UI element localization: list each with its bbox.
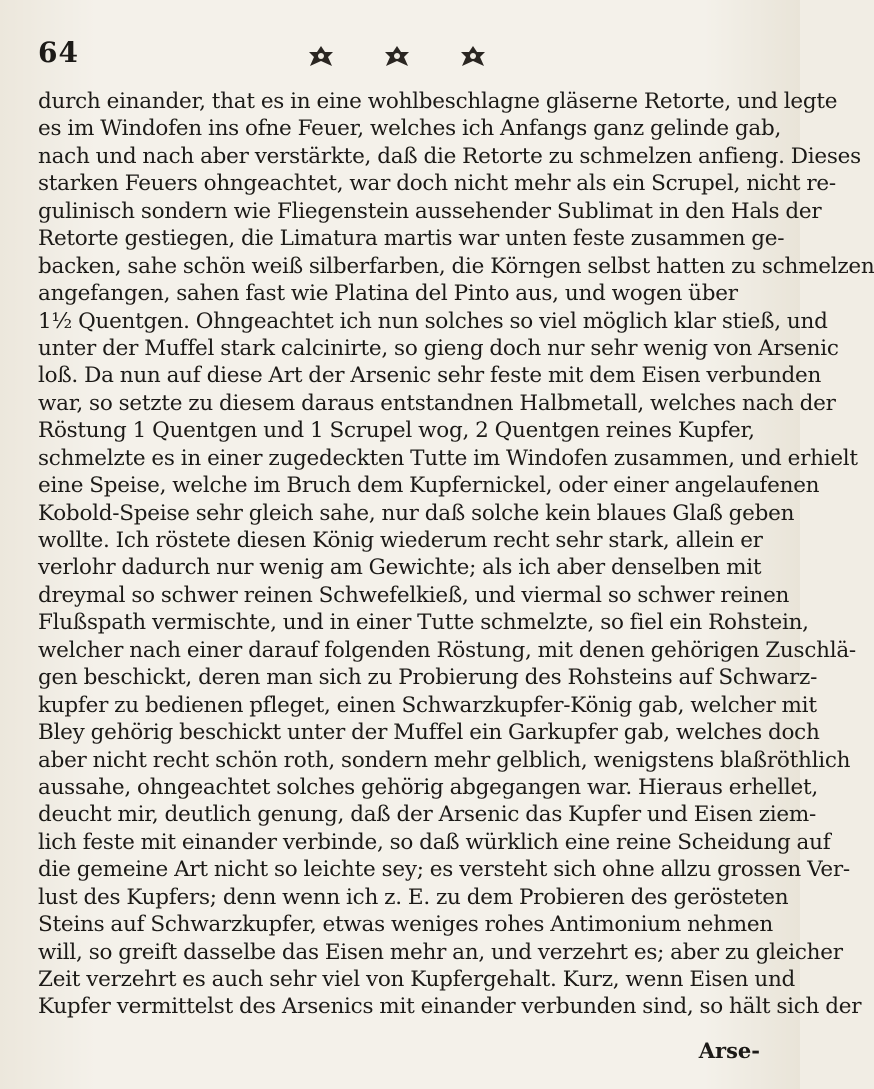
text-line: welcher nach einer darauf folgenden Röstung, mit denen gehörigen Zuschlä- — [38, 637, 856, 663]
text-line: Zeit verzehrt es auch sehr viel von Kupfergehalt. Kurz, wenn Eisen und — [38, 967, 796, 992]
printer-ornament-icon — [382, 44, 412, 70]
body-text — [38, 88, 874, 1021]
printer-ornament-icon — [306, 44, 336, 70]
text-line: dreymal so schwer reinen Schwefelkieß, und viermal so schwer reinen — [38, 582, 790, 608]
text-line: schmelzte es in einer zugedeckten Tutte im Windofen zusammen, und erhielt — [38, 445, 858, 471]
page-header — [38, 36, 764, 78]
text-line: backen, sahe schön weiß silberfarben, die Körngen selbst hatten zu schmelzen — [38, 253, 874, 279]
text-line: starken Feuers ohngeachtet, war doch nicht mehr als ein Scrupel, nicht re- — [38, 171, 836, 197]
text-line: durch einander, that es in eine wohlbeschlagne gläserne Retorte, und legte — [38, 89, 838, 114]
header-ornaments — [306, 44, 488, 70]
text-line: verlohr dadurch nur wenig am Gewichte; als ich aber denselben mit — [38, 555, 762, 581]
text-line: kupfer zu bedienen pfleget, einen Schwarzkupfer-König gab, welcher mit — [38, 692, 817, 718]
text-line: Steins auf Schwarzkupfer, etwas weniges rohes Antimonium nehmen — [38, 912, 773, 938]
text-line: aber nicht recht schön roth, sondern mehr gelblich, wenigstens blaßröthlich — [38, 747, 851, 773]
text-line: angefangen, sahen fast wie Platina del Pinto aus, und wogen über — [38, 281, 738, 307]
text-line: deucht mir, deutlich genung, daß der Arsenic das Kupfer und Eisen ziem- — [38, 802, 817, 828]
text-line: gen beschickt, deren man sich zu Probierung des Rohsteins auf Schwarz- — [38, 665, 818, 691]
text-line: Kupfer vermittelst des Arsenics mit einander verbunden sind, so hält sich der — [38, 994, 862, 1020]
page-number: 64 — [38, 36, 79, 69]
text-line: wollte. Ich röstete diesen König wiederum recht sehr stark, allein er — [38, 528, 763, 553]
printer-ornament-icon — [458, 44, 488, 70]
text-line: nach und nach aber verstärkte, daß die Retorte zu schmelzen anfieng. Dieses — [38, 143, 861, 169]
text-line: es im Windofen ins ofne Feuer, welches ich Anfangs ganz gelinde gab, — [38, 116, 782, 142]
text-line: eine Speise, welche im Bruch dem Kupfernickel, oder einer angelaufenen — [38, 473, 820, 499]
text-line: unter der Muffel stark calcinirte, so gieng doch nur sehr wenig von Arsenic — [38, 335, 839, 361]
text-line: loß. Da nun auf diese Art der Arsenic sehr feste mit dem Eisen verbunden — [38, 363, 822, 389]
text-line: Röstung 1 Quentgen und 1 Scrupel wog, 2 Quentgen reines Kupfer, — [38, 418, 755, 444]
text-line: Bley gehörig beschickt unter der Muffel ein Garkupfer gab, welches doch — [38, 720, 820, 746]
text-line: Kobold-Speise sehr gleich sahe, nur daß solche kein blaues Glaß geben — [38, 500, 795, 526]
text-line: 1½ Quentgen. Ohngeachtet ich nun solches so viel möglich klar stieß, und — [38, 308, 828, 334]
text-line: Retorte gestiegen, die Limatura martis war unten feste zusammen ge- — [38, 226, 785, 252]
text-line: Flußspath vermischte, und in einer Tutte schmelzte, so fiel ein Rohstein, — [38, 610, 809, 636]
catchword: Arse- — [698, 1038, 760, 1063]
text-line: lust des Kupfers; denn wenn ich z. E. zu dem Probieren des gerösteten — [38, 884, 789, 910]
text-line: aussahe, ohngeachtet solches gehörig abgegangen war. Hieraus erhellet, — [38, 774, 818, 800]
text-line: gulinisch sondern wie Fliegenstein aussehender Sublimat in den Hals der — [38, 198, 822, 224]
text-line: die gemeine Art nicht so leichte sey; es versteht sich ohne allzu grossen Ver- — [38, 857, 850, 883]
text-line: war, so setzte zu diesem daraus entstandnen Halbmetall, welches nach der — [38, 390, 836, 416]
text-line: will, so greift dasselbe das Eisen mehr an, und verzehrt es; aber zu gleicher — [38, 939, 843, 965]
text-line: lich feste mit einander verbinde, so daß würklich eine reine Scheidung auf — [38, 829, 831, 855]
